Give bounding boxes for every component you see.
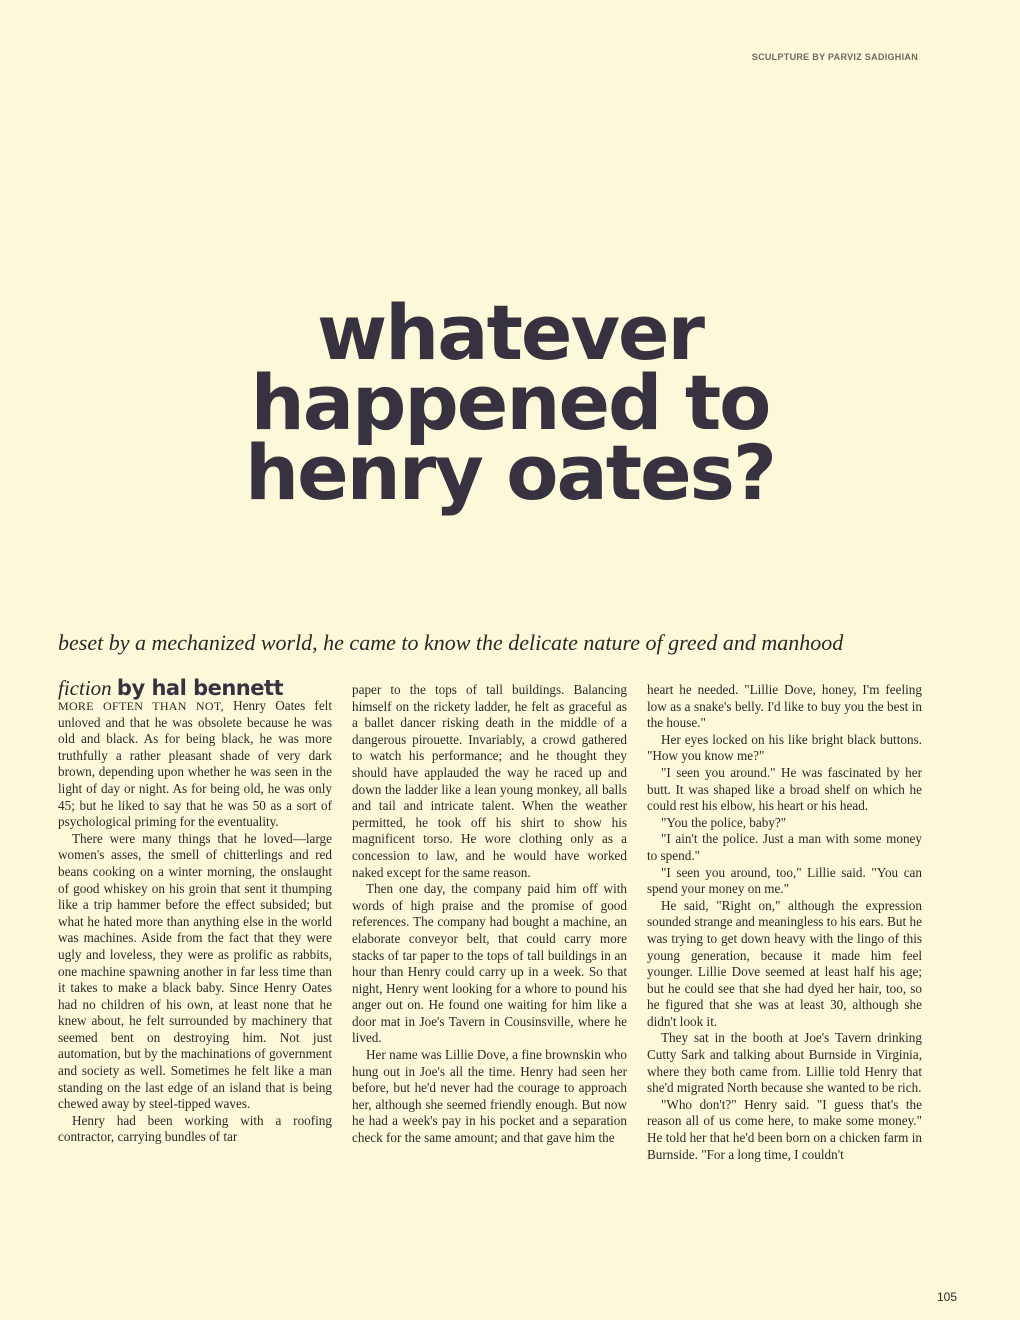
photo-credit: SCULPTURE BY PARVIZ SADIGHIAN [751, 52, 918, 62]
byline-genre: fiction [58, 676, 112, 700]
lead-in: MORE OFTEN THAN NOT, [58, 699, 224, 713]
title-line-3: henry oates? [245, 428, 775, 517]
paragraph: "I seen you around." He was fascinated by her butt. It was shaped like a broad shelf on which he could rest his elbow, his heart or his head. [647, 764, 922, 814]
paragraph: They sat in the booth at Joe's Tavern drinking Cutty Sark and talking about Burnside in Virginia, where they both came from. Lillie told Henry that she'd migrated North because she wanted to be rich. [647, 1030, 922, 1096]
paragraph: paper to the tops of tall buildings. Balancing himself on the rickety ladder, he felt as graceful as a ballet dancer risking death in the middle of a dangerous pirouette. Invariably, a crowd gathered to watch his performance; and he thought they should have applauded the way he raced up and down the ladder like a lean young monkey, all balls and tail and intricate talent. When the weather permitted, he took off his shirt to show his magnificent torso. He wore clothing only as a concession to law, and he would have worked naked except for the same reason. [352, 682, 627, 880]
paragraph: Then one day, the company paid him off with words of high praise and the promise of good references. The company had bought a machine, an elaborate conveyor belt, that could carry more stacks of tar paper to the tops of tall buildings in an hour than Henry could carry up in a week. So that night, Henry went looking for a whore to pound his anger out on. He found one waiting for him like a door mat in Joe's Tavern in Cousinsville, where he lived. [352, 881, 627, 1046]
page-number: 105 [937, 1290, 958, 1304]
paragraph: heart he needed. "Lillie Dove, honey, I'm feeling low as a snake's belly. I'd like to buy you the best in the house." [647, 682, 922, 731]
paragraph: Her eyes locked on his like bright black buttons. "How you know me?" [647, 731, 922, 764]
text-column-3 [647, 682, 922, 1163]
paragraph-text: Henry Oates felt unloved and that he was obsolete because he was old and black. As for being black, he was more truthfully a rather pleasant shade of very dark brown, depending upon whether he was seen in the light of day or night. As for being old, he was only 45; but he liked to say that he was 50 as a sort of psychological priming for the eventuality. [58, 698, 333, 830]
byline-author: by hal bennett [116, 676, 284, 700]
story-deck: beset by a mechanized world, he came to know the delicate nature of greed and manhood [58, 630, 844, 655]
paragraph: There were many things that he loved—large women's asses, the smell of chitterlings and red beans cooking on a winter morning, the onslaught of good whiskey on his groin that sent it thumping like a trip hammer before the effect subsided; but what he hated more than anything else in the world was machines. Aside from the fact that they were ugly and loveless, they were as prolific as rabbits, one machine spawning another in far less time than it takes to make a black baby. Since Henry Oates had no children of his own, at least none that he knew about, he felt surrounded by machinery that seemed bent on destroying him. Not just automation, but by the machinations of government and society as well. Sometimes he felt like a man standing on the last edge of an island that is being chewed away by steel-tipped waves. [58, 830, 332, 1112]
paragraph: "You the police, baby?" [661, 814, 787, 830]
paragraph: "I ain't the police. Just a man with some money to spend." [647, 831, 922, 863]
paragraph: He said, "Right on," although the expression sounded strange and meaningless to his ears. But he was trying to get down heavy with the lingo of this young generation, because it made him feel younger. Lillie Dove seemed at least half his age; but he could see that she had dyed her hair, too, so he figured that she was at least 30, although she didn't look it. [647, 897, 922, 1029]
paragraph [58, 698, 332, 831]
text-column-2 [352, 682, 627, 1147]
paragraph: Henry had been working with a roofing contractor, carrying bundles of tar [58, 1112, 332, 1145]
paragraph: "I seen you around, too," Lillie said. "You can spend your money on me." [647, 864, 922, 897]
paragraph: Her name was Lillie Dove, a fine brownskin who hung out in Joe's all the time. Henry had seen her before, but he'd never had the courage to approach her, although she seemed friendly enough. But now he had a week's pay in his pocket and a separation check for the same amount; and that gave him the [352, 1047, 627, 1146]
story-title [0, 288, 1020, 517]
title-line-1: whatever [316, 288, 704, 377]
paragraph: "Who don't?" Henry said. "I guess that's the reason all of us come here, to make some money." He told her that he'd been born on a chicken farm in Burnside. "For a long time, I couldn't [647, 1096, 922, 1162]
title-line-2: happened to [250, 358, 770, 447]
text-column-1 [58, 698, 332, 1146]
